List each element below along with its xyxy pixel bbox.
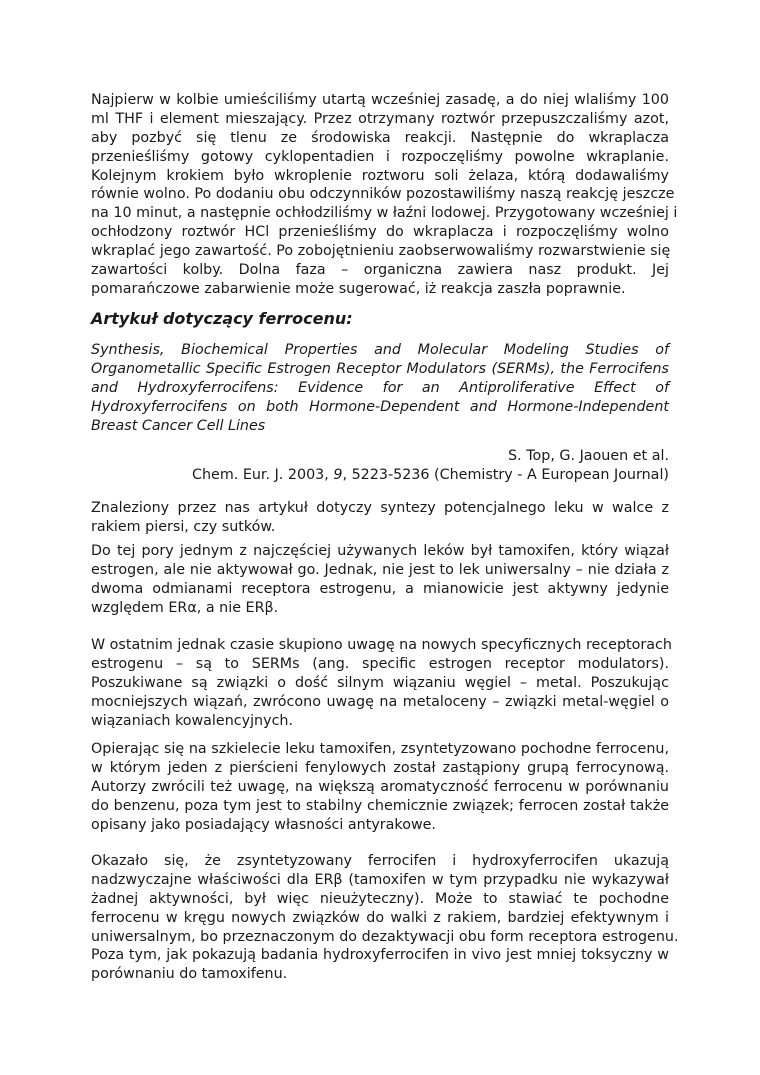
text-line: aby pozbyć się tlenu ze środowiska reakcji. Następnie do wkraplacza xyxy=(91,129,669,146)
text-line: wiązaniach kowalencyjnych. xyxy=(91,712,294,729)
citation-suffix: , 5223-5236 (Chemistry - A European Journal) xyxy=(342,467,669,483)
text-line: porównaniu do tamoxifenu. xyxy=(91,966,288,983)
text-line: na 10 minut, a następnie ochłodziliśmy w łaźni lodowej. Przygotowany wcześniej i xyxy=(91,205,678,222)
text-line: rakiem piersi, czy sutków. xyxy=(91,518,276,535)
paragraph-6 xyxy=(91,852,679,984)
text-line: uniwersalnym, bo przeznaczonym do dezaktywacji obu form receptora estrogenu. xyxy=(91,928,679,945)
text-line: ochłodzony roztwór HCl przenieśliśmy do wkraplacza i rozpoczęliśmy wolno xyxy=(91,224,669,241)
text-line: Kolejnym krokiem było wkroplenie roztworu soli żelaza, którą dodawaliśmy xyxy=(91,167,669,184)
text-line: estrogen, ale nie aktywował go. Jednak, nie jest to lek uniwersalny – nie działa z xyxy=(91,561,669,578)
text-line: wkraplać jego zawartość. Po zobojętnieniu zaobserwowaliśmy rozwarstwienie się xyxy=(91,243,671,260)
text-line: Znaleziony przez nas artykuł dotyczy syntezy potencjalnego leku w walce z xyxy=(91,500,669,516)
text-line: estrogenu – są to SERMs (ang. specific estrogen receptor modulators). xyxy=(91,655,669,672)
paragraph-3 xyxy=(91,542,669,618)
text-line: żadnej aktywności, był więc nieużyteczny). Może to stawiać te pochodne xyxy=(91,890,669,907)
text-line: ml THF i element mieszający. Przez otrzymany roztwór przepuszczaliśmy azot, xyxy=(91,110,669,127)
section-heading: Artykuł dotyczący ferrocenu: xyxy=(91,309,353,328)
text-line: przenieśliśmy gotowy cyklopentadien i rozpoczęliśmy powolne wkraplanie. xyxy=(91,148,669,165)
text-line: Poza tym, jak pokazują badania hydroxyferrocifen in vivo jest mniej toksyczny w xyxy=(91,947,669,964)
text-line: Breast Cancer Cell Lines xyxy=(91,417,266,434)
article-title xyxy=(91,341,669,435)
text-line: Opierając się na szkielecie leku tamoxifen, zsyntetyzowano pochodne ferrocenu, xyxy=(91,741,669,757)
text-line: Autorzy zwrócili też uwagę, na większą aromatyczność ferrocenu w porównaniu xyxy=(91,778,669,795)
text-line: nadzwyczajne właściwości dla ERβ (tamoxifen w tym przypadku nie wykazywał xyxy=(91,871,669,888)
text-line: równie wolno. Po dodaniu obu odczynników pozostawiliśmy naszą reakcję jeszcze xyxy=(91,186,675,203)
article-authors: S. Top, G. Jaouen et al. xyxy=(508,448,669,464)
citation-volume: 9 xyxy=(333,467,343,483)
text-line: ferrocenu w kręgu nowych związków do walki z rakiem, bardziej efektywnym i xyxy=(91,909,669,926)
text-line: W ostatnim jednak czasie skupiono uwagę na nowych specyficznych receptorach xyxy=(91,637,672,653)
text-line: dwoma odmianami receptora estrogenu, a mianowicie jest aktywny jedynie xyxy=(91,580,669,597)
text-line: mocniejszych wiązań, zwrócono uwagę na metaloceny – związki metal-węgiel o xyxy=(91,693,669,710)
text-line: do benzenu, poza tym jest to stabilny chemicznie związek; ferrocen został także xyxy=(91,797,669,814)
paragraph-5 xyxy=(91,740,669,834)
text-line: Najpierw w kolbie umieściliśmy utartą wcześniej zasadę, a do niej wlaliśmy 100 xyxy=(91,92,669,108)
text-line: Organometallic Specific Estrogen Receptor Modulators (SERMs), the Ferrocifens xyxy=(91,360,669,377)
text-line: opisany jako posiadający własności antyrakowe. xyxy=(91,816,436,833)
text-line: pomarańczowe zabarwienie może sugerować, iż reakcja zaszła poprawnie. xyxy=(91,280,626,297)
text-line: Poszukiwane są związki o dość silnym wiązaniu węgiel – metal. Poszukując xyxy=(91,674,669,691)
paragraph-2 xyxy=(91,499,669,537)
text-line: and Hydroxyferrocifens: Evidence for an Antiproliferative Effect of xyxy=(91,379,669,396)
text-line: względem ERα, a nie ERβ. xyxy=(91,599,279,616)
text-line: Synthesis, Biochemical Properties and Molecular Modeling Studies of xyxy=(91,342,669,358)
paragraph-1 xyxy=(91,91,678,299)
article-citation xyxy=(91,466,669,485)
text-line: Okazało się, że zsyntetyzowany ferrocifen i hydroxyferrocifen ukazują xyxy=(91,853,669,869)
text-line: w którym jeden z pierścieni fenylowych został zastąpiony grupą ferrocynową. xyxy=(91,759,669,776)
paragraph-4 xyxy=(91,636,672,730)
citation-prefix: Chem. Eur. J. 2003, xyxy=(191,467,334,483)
text-line: Do tej pory jednym z najczęściej używanych leków był tamoxifen, który wiązał xyxy=(91,543,669,559)
text-line: zawartości kolby. Dolna faza – organiczna zawiera nasz produkt. Jej xyxy=(91,262,669,279)
text-line: Hydroxyferrocifens on both Hormone-Dependent and Hormone-Independent xyxy=(91,398,669,415)
